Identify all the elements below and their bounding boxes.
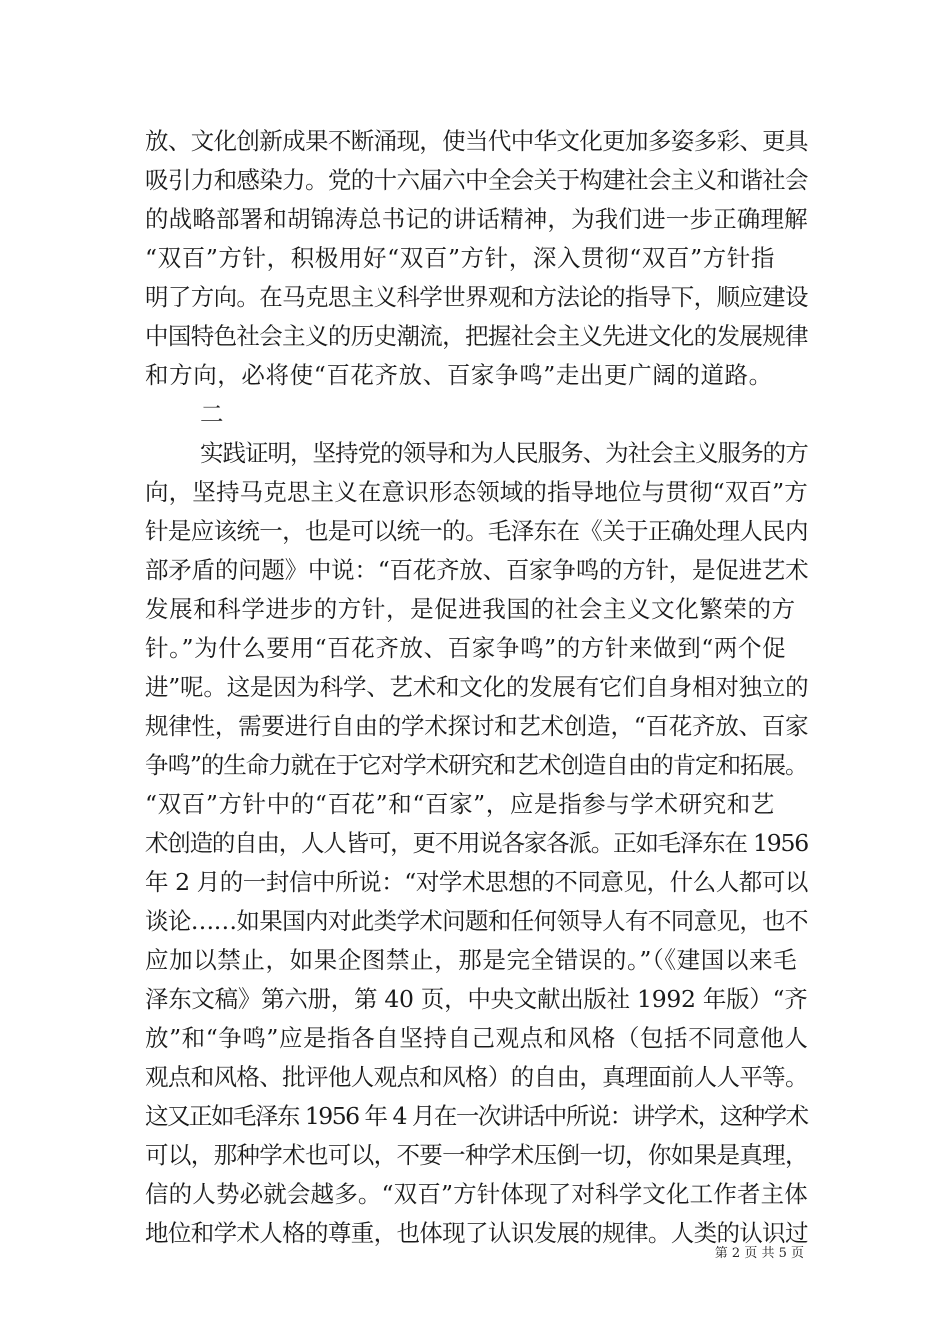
text-line: 泽东文稿》第六册，第 40 页，中央文献出版社 1992 年版）“齐	[145, 985, 808, 1013]
text-line: 信的人势必就会越多。“双百”方针体现了对科学文化工作者主体	[145, 1180, 808, 1208]
text-line: 中国特色社会主义的历史潮流，把握社会主义先进文化的发展规律	[145, 322, 808, 350]
text-line: 放、文化创新成果不断涌现，使当代中华文化更加多姿多彩、更具	[145, 127, 808, 155]
text-line: 部矛盾的问题》中说：“百花齐放、百家争鸣的方针，是促进艺术	[145, 556, 809, 584]
text-line: 年 2 月的一封信中所说：“对学术思想的不同意见，什么人都可以	[145, 868, 809, 896]
text-line: 地位和学术人格的尊重，也体现了认识发展的规律。人类的认识过	[145, 1219, 808, 1247]
text-line: 可以，那种学术也可以，不要一种学术压倒一切，你如果是真理，	[145, 1141, 808, 1169]
text-line: 向，坚持马克思主义在意识形态领域的指导地位与贯彻“双百”方	[145, 478, 808, 506]
page-number-footer: 第 2 页 共 5 页	[714, 1246, 804, 1261]
text-line: 针是应该统一，也是可以统一的。毛泽东在《关于正确处理人民内	[145, 517, 808, 545]
text-line: 发展和科学进步的方针，是促进我国的社会主义文化繁荣的方	[145, 595, 796, 623]
text-line: 针。”为什么要用“百花齐放、百家争鸣”的方针来做到“两个促	[145, 634, 787, 662]
text-line: 和方向，必将使“百花齐放、百家争鸣”走出更广阔的道路。	[145, 361, 773, 389]
text-line: 放”和“争鸣”应是指各自坚持自己观点和风格（包括不同意他人	[145, 1024, 809, 1052]
text-line: 术创造的自由，人人皆可，更不用说各家各派。正如毛泽东在 1956	[145, 829, 808, 857]
text-line: 应加以禁止，如果企图禁止，那是完全错误的。”（《建国以来毛	[145, 946, 798, 974]
text-line: “双百”方针中的“百花”和“百家”，应是指参与学术研究和艺	[145, 790, 775, 818]
text-line: 吸引力和感染力。党的十六届六中全会关于构建社会主义和谐社会	[145, 166, 808, 194]
paragraph-first-line: 实践证明，坚持党的领导和为人民服务、为社会主义服务的方	[200, 439, 808, 467]
text-line: 谈论……如果国内对此类学术问题和任何领导人有不同意见，也不	[145, 907, 808, 935]
text-line: 明了方向。在马克思主义科学世界观和方法论的指导下，顺应建设	[145, 283, 808, 311]
text-line: 进”呢。这是因为科学、艺术和文化的发展有它们自身相对独立的	[145, 673, 809, 701]
text-line: 争鸣”的生命力就在于它对学术研究和艺术创造自由的肯定和拓展。	[145, 751, 808, 779]
text-line: “双百”方针，积极用好“双百”方针，深入贯彻“双百”方针指	[145, 244, 775, 272]
section-number: 二	[200, 400, 225, 428]
text-line: 规律性，需要进行自由的学术探讨和艺术创造，“百花齐放、百家	[145, 712, 809, 740]
text-line: 的战略部署和胡锦涛总书记的讲话精神，为我们进一步正确理解	[145, 205, 808, 233]
text-line: 观点和风格、批评他人观点和风格）的自由，真理面前人人平等。	[145, 1063, 808, 1091]
text-line: 这又正如毛泽东 1956 年 4 月在一次讲话中所说：讲学术，这种学术	[145, 1102, 808, 1130]
